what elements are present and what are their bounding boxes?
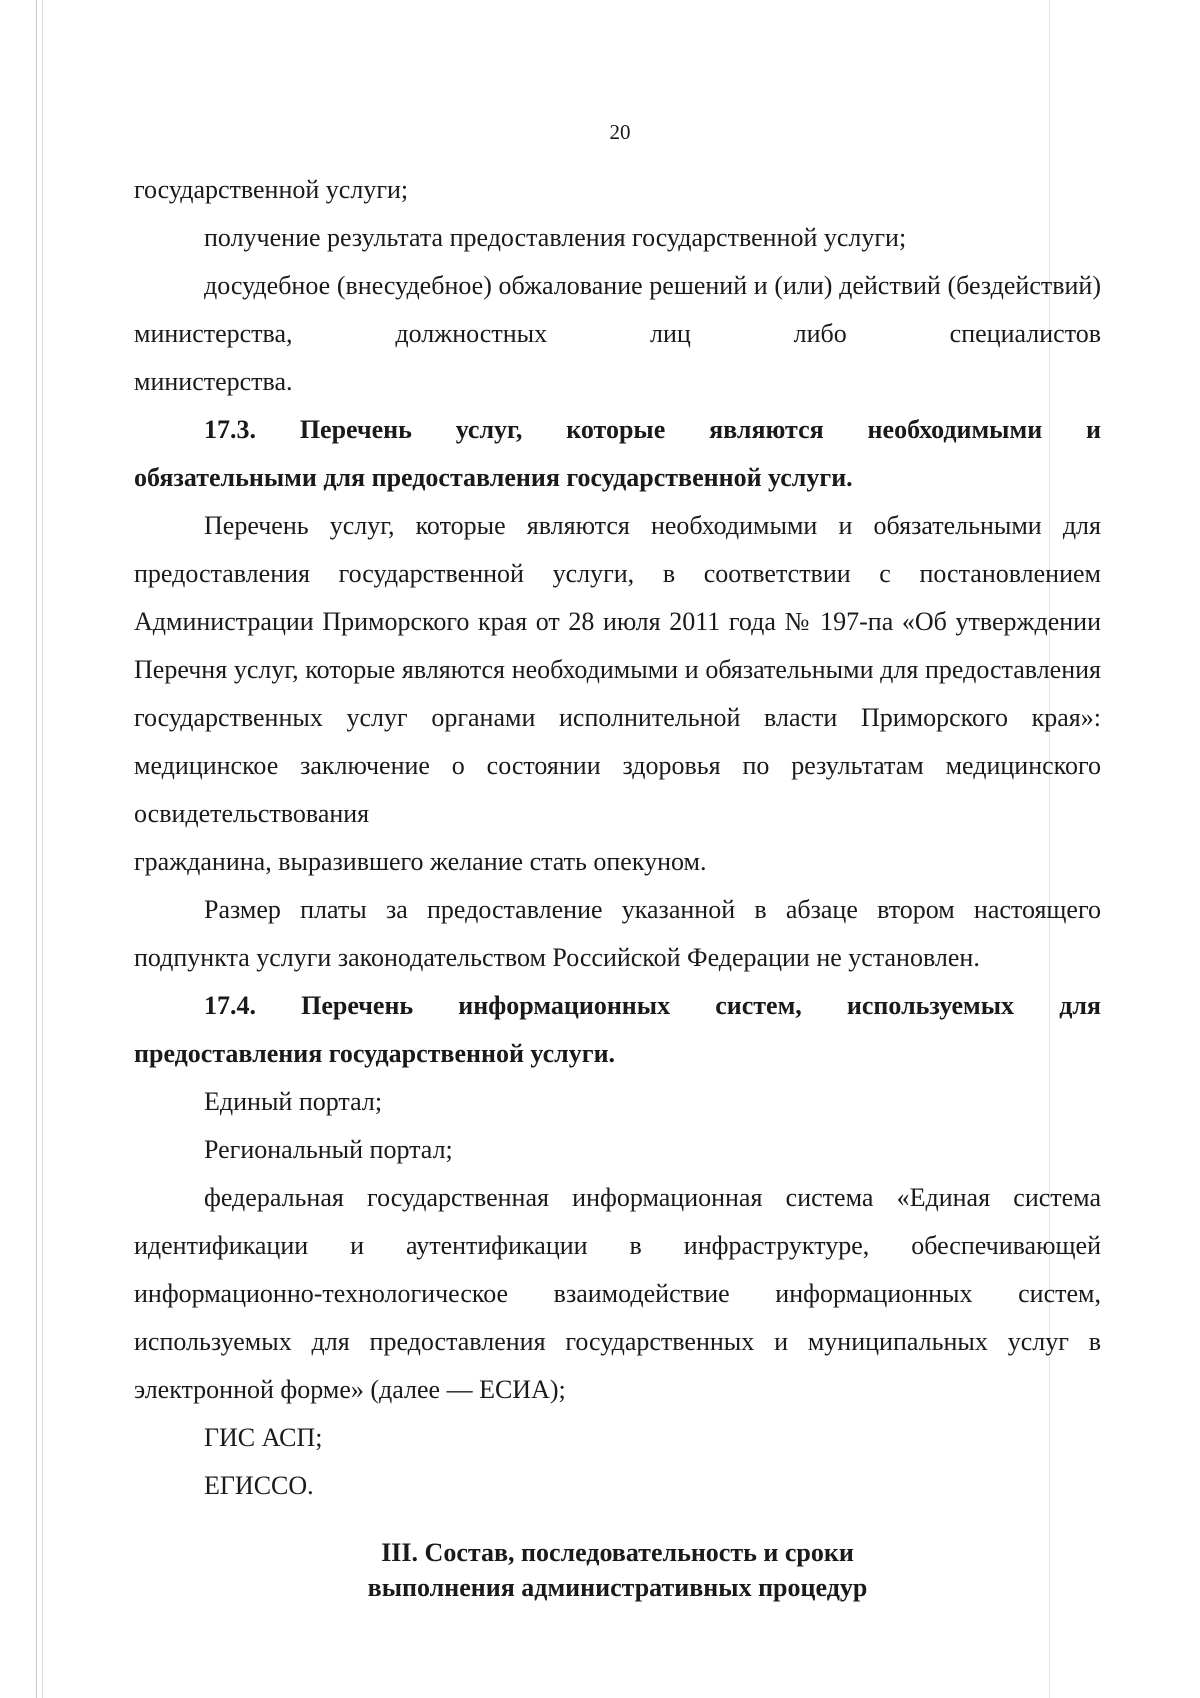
section-heading: [134, 1535, 1101, 1605]
heading-17-3: 17.3. Перечень услуг, которые являются необходимыми и: [204, 415, 1101, 444]
paragraph-services-list: Перечень услуг, которые являются необходимыми и обязательными для предоставления государственной услуги, в соответствии с постановлением Администрации Приморского края от 28 июля 2011 года № 197-па «Об утверждении Перечня услуг, которые являются необходимыми и обязательными для предоставления государственных услуг органами исполнительной власти Приморского края»: медицинское заключение о состоянии здоровья по результатам медицинского освидетельствования: [134, 511, 1101, 828]
paragraph-fee-end: подпункта услуги законодательством Российской Федерации не установлен.: [134, 943, 980, 972]
section-heading-line-2: выполнения административных процедур: [367, 1573, 868, 1602]
paragraph-appeal-end: министерства.: [134, 367, 293, 396]
heading-17-3-end: обязательными для предоставления государственной услуги.: [134, 463, 853, 492]
list-item-regional-portal: Региональный портал;: [204, 1135, 453, 1164]
section-heading-line-1: III. Состав, последовательность и сроки: [381, 1538, 854, 1567]
list-item-unified-portal: Единый портал;: [204, 1087, 383, 1116]
list-item-gis-asp: ГИС АСП;: [204, 1423, 323, 1452]
heading-17-4-end: предоставления государственной услуги.: [134, 1039, 616, 1068]
paragraph-continuation: государственной услуги;: [134, 175, 409, 204]
paragraph-services-list-end: гражданина, выразившего желание стать опекуном.: [134, 847, 707, 876]
list-item-esia-end: электронной форме» (далее — ЕСИА);: [134, 1375, 566, 1404]
paragraph-appeal: досудебное (внесудебное) обжалование решений и (или) действий (бездействий) министерства, должностных лиц либо специалистов: [134, 271, 1101, 348]
scan-edge-left: [36, 0, 43, 1698]
list-item-esia: федеральная государственная информационная система «Единая система идентификации и аутентификации в инфраструктуре, обеспечивающей информационно-технологическое взаимодействие информационных систем, используемых для предоставления государственных и муниципальных услуг в: [134, 1183, 1101, 1356]
page-number: 20: [609, 120, 631, 144]
paragraph-fee: Размер платы за предоставление указанной в абзаце втором настоящего: [204, 895, 1101, 924]
list-item-egisso: ЕГИССО.: [204, 1471, 314, 1500]
document-body: [134, 166, 1101, 1510]
paragraph-result-receipt: получение результата предоставления государственной услуги;: [204, 223, 907, 252]
heading-17-4: 17.4. Перечень информационных систем, используемых для: [204, 991, 1101, 1020]
